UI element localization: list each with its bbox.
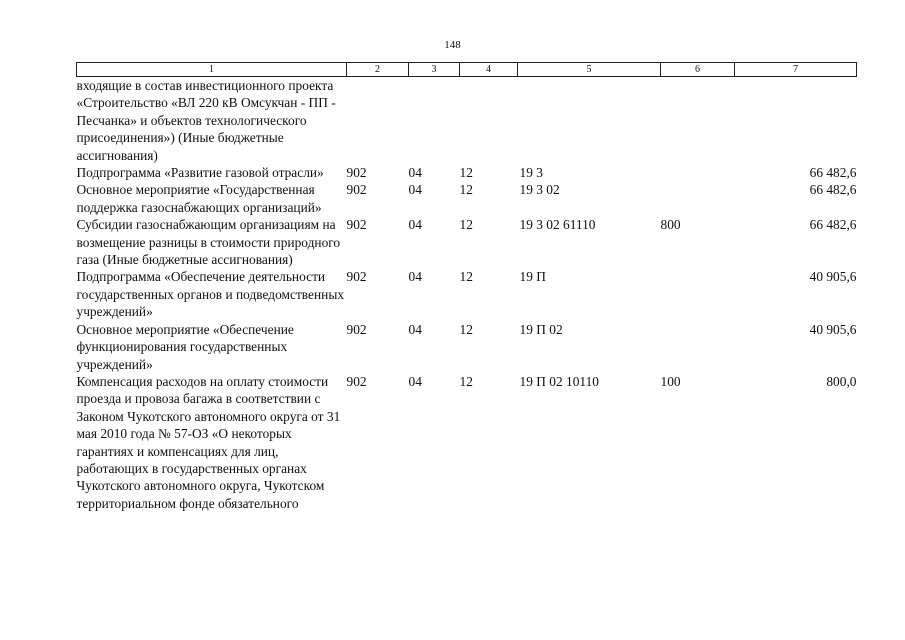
subsection-code: 12 [459, 321, 473, 337]
subsection-code: 12 [459, 373, 473, 389]
subsection-code: 12 [459, 217, 473, 233]
column-header: 2 [347, 63, 409, 77]
subsection-code: 12 [459, 269, 473, 285]
row-name: Субсидии газоснабжающим организациям на возмещение разницы в стоимости природного газа (Иные бюджетные ассигнования) [76, 217, 341, 268]
amount [735, 77, 857, 165]
table-row [77, 181, 857, 216]
row-name: Подпрограмма «Развитие газовой отрасли» [76, 165, 324, 181]
target-article-code [518, 77, 661, 165]
expense-type-code: 800 [660, 217, 681, 233]
row-name: Компенсация расходов на оплату стоимости проезда и провоза багажа в соответствии с Законом Чукотского автономного округа от 31 мая 2010 года № 57-ОЗ «О некоторых гарантиях и компенсациях для лиц, работающих в государственных органах Чукотского автономного округа, Чукотском территориальном фонде обязательного [76, 373, 341, 511]
section-code: 04 [408, 165, 422, 181]
subsection-code: 12 [459, 182, 473, 198]
column-number-row [77, 63, 857, 77]
expense-type-code [661, 268, 735, 320]
budget-table [76, 62, 857, 512]
column-header: 1 [77, 63, 347, 77]
target-article-code: 19 П 02 [519, 321, 563, 337]
section-code: 04 [408, 373, 422, 389]
grbs-code: 902 [346, 182, 367, 198]
amount: 66 482,6 [809, 182, 857, 198]
target-article-code: 19 П [519, 269, 546, 285]
amount: 66 482,6 [809, 217, 857, 233]
table-row [77, 373, 857, 512]
section-code: 04 [408, 321, 422, 337]
section-code [409, 77, 460, 165]
column-header: 7 [735, 63, 857, 77]
grbs-code: 902 [346, 165, 367, 181]
amount: 40 905,6 [809, 321, 857, 337]
grbs-code [347, 77, 409, 165]
target-article-code: 19 3 [519, 165, 543, 181]
section-code: 04 [408, 269, 422, 285]
column-header: 4 [460, 63, 518, 77]
target-article-code: 19 П 02 10110 [519, 373, 599, 389]
amount: 40 905,6 [809, 269, 857, 285]
target-article-code: 19 3 02 [519, 182, 560, 198]
table-row [77, 164, 857, 181]
target-article-code: 19 3 02 61110 [519, 217, 596, 233]
expense-type-code [661, 164, 735, 181]
table-row [77, 268, 857, 320]
section-code: 04 [408, 182, 422, 198]
expense-type-code [661, 321, 735, 373]
page-number: 148 [444, 39, 461, 51]
table-row [77, 321, 857, 373]
grbs-code: 902 [346, 217, 367, 233]
expense-type-code [661, 181, 735, 216]
expense-type-code [661, 77, 735, 165]
table-row [77, 216, 857, 268]
subsection-code: 12 [459, 165, 473, 181]
table-row [77, 77, 857, 165]
row-name: Основное мероприятие «Государственная поддержка газоснабжающих организаций» [76, 182, 322, 215]
amount: 800,0 [826, 373, 857, 389]
amount: 66 482,6 [809, 165, 857, 181]
section-code: 04 [408, 217, 422, 233]
grbs-code: 902 [346, 373, 367, 389]
grbs-code: 902 [346, 321, 367, 337]
subsection-code [460, 77, 518, 165]
row-name: Основное мероприятие «Обеспечение функционирования государственных учреждений» [76, 321, 294, 372]
grbs-code: 902 [346, 269, 367, 285]
column-header: 6 [661, 63, 735, 77]
column-header: 5 [518, 63, 661, 77]
column-header: 3 [409, 63, 460, 77]
row-name: Подпрограмма «Обеспечение деятельности государственных органов и подведомственных учреждений» [76, 269, 345, 320]
row-name: входящие в состав инвестиционного проекта «Строительство «ВЛ 220 кВ Омсукчан - ПП - Песчанка» и объектов технологического присоединения») (Иные бюджетные ассигнования) [76, 78, 336, 163]
expense-type-code: 100 [660, 373, 681, 389]
